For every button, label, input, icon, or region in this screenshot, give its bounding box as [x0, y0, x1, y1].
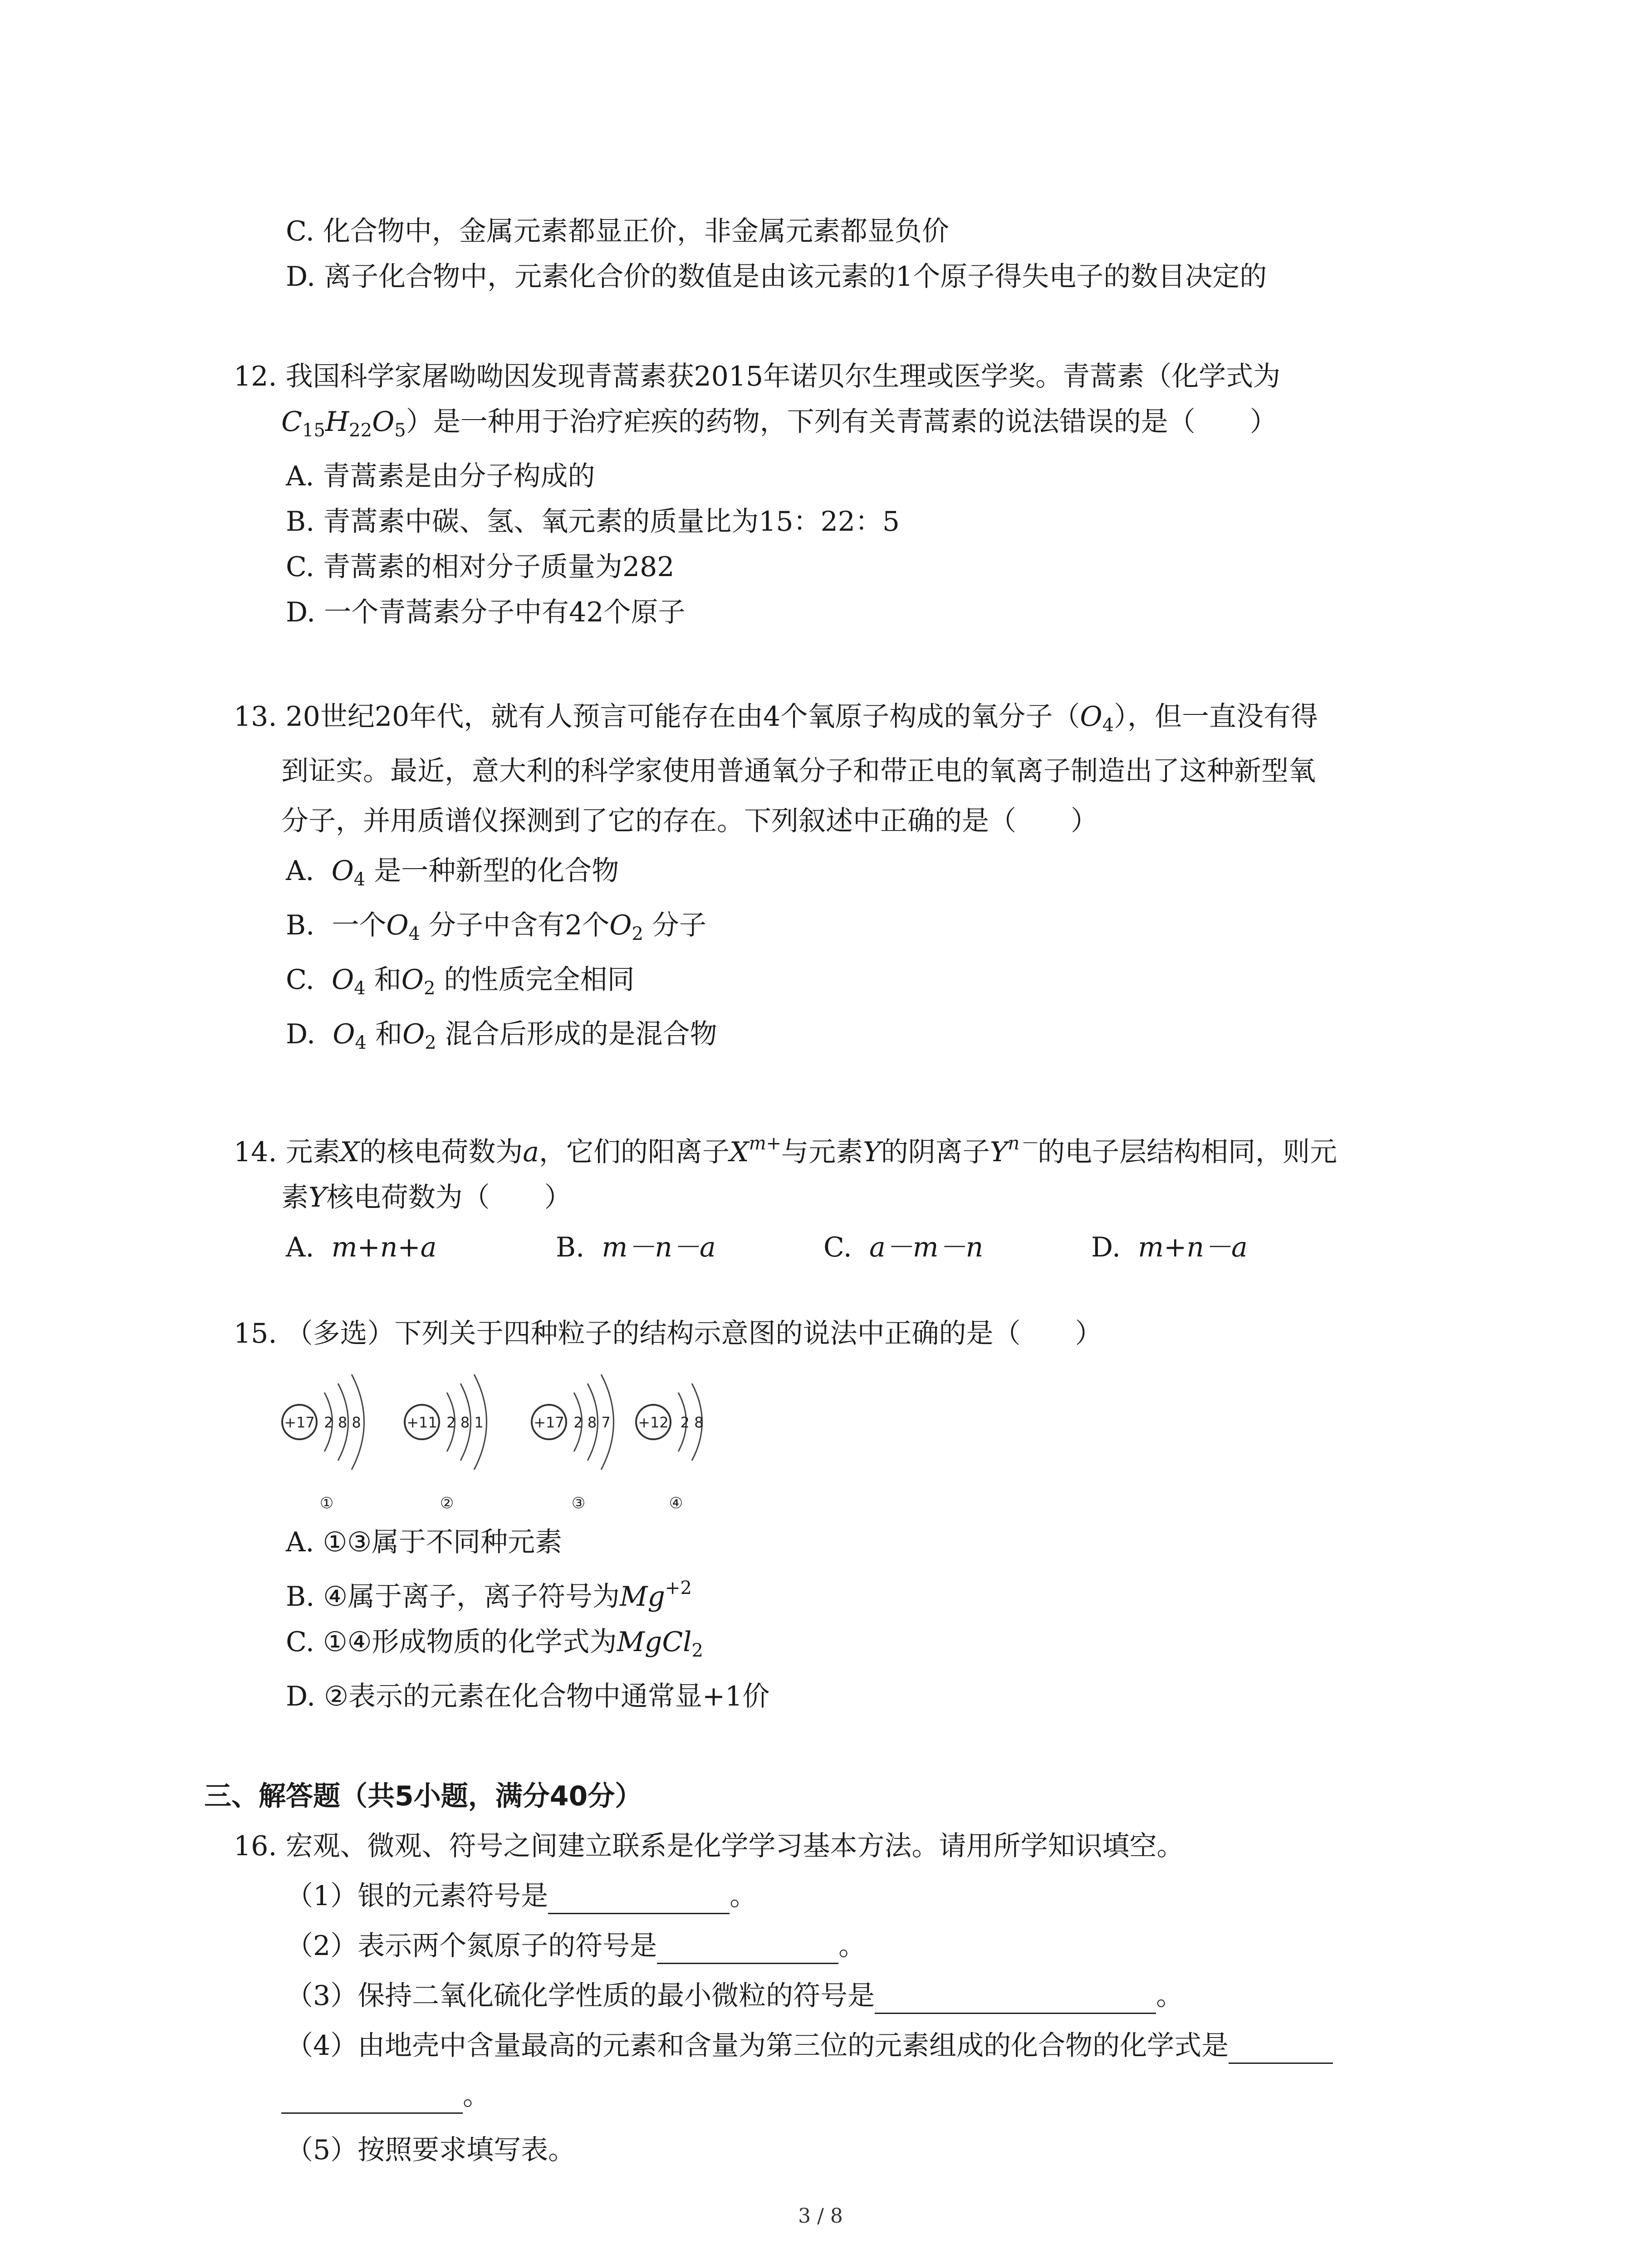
q12-stem-line2: $C_{15}H_{22}O_5$）是一种用于治疗疟疾的药物，下列有关青蒿素的说法错误的是（ ）: [281, 406, 1277, 441]
answer-blank-4b[interactable]: [281, 2083, 463, 2114]
q14-option-d: D. m+n－a: [1091, 1232, 1248, 1263]
answer-blank-2[interactable]: [657, 1934, 838, 1964]
q13-option-d: D. $O_4$ 和$O_2$ 混合后形成的是混合物: [286, 1018, 717, 1053]
svg-text:+17: +17: [534, 1414, 564, 1431]
answer-blank-3[interactable]: [875, 1984, 1156, 2014]
q14-option-b: B. m－n－a: [556, 1232, 716, 1263]
q16-part-4: （4）由地壳中含量最高的元素和含量为第三位的元素组成的化合物的化学式是: [286, 2028, 1333, 2064]
q13-stem-line3: 分子，并用质谱仪探测到了它的存在。下列叙述中正确的是（ ）: [281, 805, 1098, 837]
answer-blank-1[interactable]: [548, 1884, 730, 1914]
svg-text:2 8 8: 2 8 8: [324, 1414, 361, 1431]
svg-text:2 8 7: 2 8 7: [573, 1414, 611, 1431]
q15-stem: 15. （多选）下列关于四种粒子的结构示意图的说法中正确的是（ ）: [234, 1318, 1102, 1349]
q13-option-b: B. 一个$O_4$ 分子中含有2个$O_2$ 分子: [286, 909, 706, 944]
answer-blank-4a[interactable]: [1229, 2033, 1333, 2064]
q16-part-4-continued: 。: [281, 2077, 490, 2114]
atom-diagram-1: [282, 1374, 364, 1512]
q12-stem-line1: 12. 我国科学家屠呦呦因发现青蒿素获2015年诺贝尔生理或医学奖。青蒿素（化学式为: [234, 361, 1281, 392]
q16-part-3: （3）保持二氧化硫化学性质的最小微粒的符号是 。: [286, 1978, 1183, 2014]
q12-option-a: A. 青蒿素是由分子构成的: [286, 460, 595, 492]
svg-text:②: ②: [440, 1494, 454, 1512]
q15-option-b: B. ④属于离子，离子符号为$Mg^{+2}$: [286, 1578, 692, 1613]
q16-part-5: （5）按照要求填写表。: [286, 2134, 576, 2166]
svg-text:④: ④: [669, 1494, 683, 1512]
q13-option-a: A. $O_4$ 是一种新型的化合物: [286, 855, 619, 890]
atom-diagram-4: [636, 1383, 703, 1512]
atomic-structure-diagram: [277, 1372, 730, 1517]
section-title: 三、解答题（共5小题，满分40分）: [204, 1780, 642, 1812]
svg-text:+17: +17: [284, 1414, 315, 1431]
q14-option-a: A. m+n+a: [286, 1232, 437, 1263]
q12-option-d: D. 一个青蒿素分子中有42个原子: [286, 596, 686, 628]
svg-text:+11: +11: [407, 1414, 437, 1431]
q15-option-a: A. ①③属于不同种元素: [286, 1526, 563, 1558]
q14-stem-line1: 14. 元素X的核电荷数为a，它们的阳离子$X^{m+}$与元素Y的阴离子$Y^{n-}$的电子层结构相同，则元: [234, 1133, 1337, 1168]
atom-diagram-2: [405, 1374, 487, 1512]
svg-text:+12: +12: [638, 1414, 669, 1431]
svg-text:2 8 1: 2 8 1: [446, 1414, 484, 1431]
q16-stem: 16. 宏观、微观、符号之间建立联系是化学学习基本方法。请用所学知识填空。: [234, 1830, 1184, 1862]
q13-option-c: C. $O_4$ 和$O_2$ 的性质完全相同: [286, 964, 635, 999]
svg-text:①: ①: [319, 1494, 334, 1512]
q13-stem-line2: 到证实。最近，意大利的科学家使用普通氧分子和带正电的氧离子制造出了这种新型氧: [281, 755, 1316, 787]
q16-part-1: （1）银的元素符号是 。: [286, 1878, 757, 1914]
q14-stem-line2: 素Y核电荷数为（ ）: [281, 1182, 572, 1213]
page-number: 3 / 8: [798, 2204, 843, 2228]
q16-part-2: （2）表示两个氮原子的符号是 。: [286, 1928, 866, 1964]
atom-diagram-3: [532, 1374, 614, 1512]
q13-stem-line1: 13. 20世纪20年代，就有人预言可能存在由4个氧原子构成的氧分子$(O_4)$，但一直没有得: [234, 701, 1318, 736]
q12-option-c: C. 青蒿素的相对分子质量为282: [286, 551, 675, 583]
q12-option-b: B. 青蒿素中碳、氢、氧元素的质量比为15：22：5: [286, 506, 900, 538]
q14-option-c: C. a－m－n: [823, 1232, 984, 1263]
svg-text:③: ③: [571, 1494, 586, 1512]
q15-option-c: C. ①④形成物质的化学式为MgCl$_2$: [286, 1626, 703, 1661]
q11-option-d: D. 离子化合物中，元素化合价的数值是由该元素的1个原子得失电子的数目决定的: [286, 261, 1267, 293]
svg-text:2 8: 2 8: [680, 1414, 704, 1431]
q15-option-d: D. ②表示的元素在化合物中通常显+1价: [286, 1681, 770, 1712]
q11-option-c: C. 化合物中，金属元素都显正价，非金属元素都显负价: [286, 215, 949, 247]
